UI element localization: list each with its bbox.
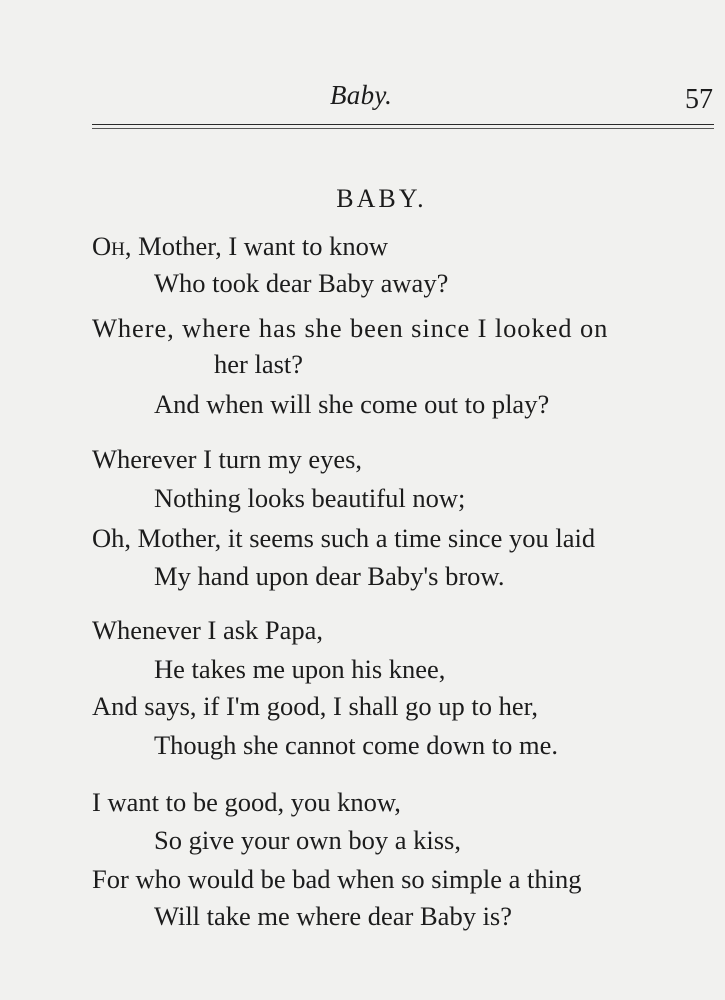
poem-line: Where, where has she been since I looked on [92,313,609,343]
poem-line: Oh, Mother, it seems such a time since you laid [92,523,596,553]
poem-line: Who took dear Baby away? [154,268,449,298]
poem-line: Will take me where dear Baby is? [154,901,513,931]
poem-line: Wherever I turn my eyes, [92,444,363,474]
poem-line: Oh, Mother, I want to know [92,231,389,261]
poem-line: And says, if I'm good, I shall go up to her, [92,691,539,721]
poem-line: I want to be good, you know, [92,787,401,817]
poem-title: BABY. [336,184,427,213]
poem-line: So give your own boy a kiss, [154,825,461,855]
header-rule-secondary [92,128,714,129]
poem-line: And when will she come out to play? [154,389,550,419]
poem-line: Nothing looks beautiful now; [154,483,466,513]
poem-line: Though she cannot come down to me. [154,730,559,760]
running-title: Baby. [330,80,393,110]
page-number: 57 [685,84,713,115]
poem-line: For who would be bad when so simple a thing [92,864,582,894]
poem-line: My hand upon dear Baby's brow. [154,561,505,591]
header-rule [92,124,714,125]
poem-line: Whenever I ask Papa, [92,615,324,645]
poem-line: her last? [214,349,304,379]
poem-line: He takes me upon his knee, [154,654,446,684]
